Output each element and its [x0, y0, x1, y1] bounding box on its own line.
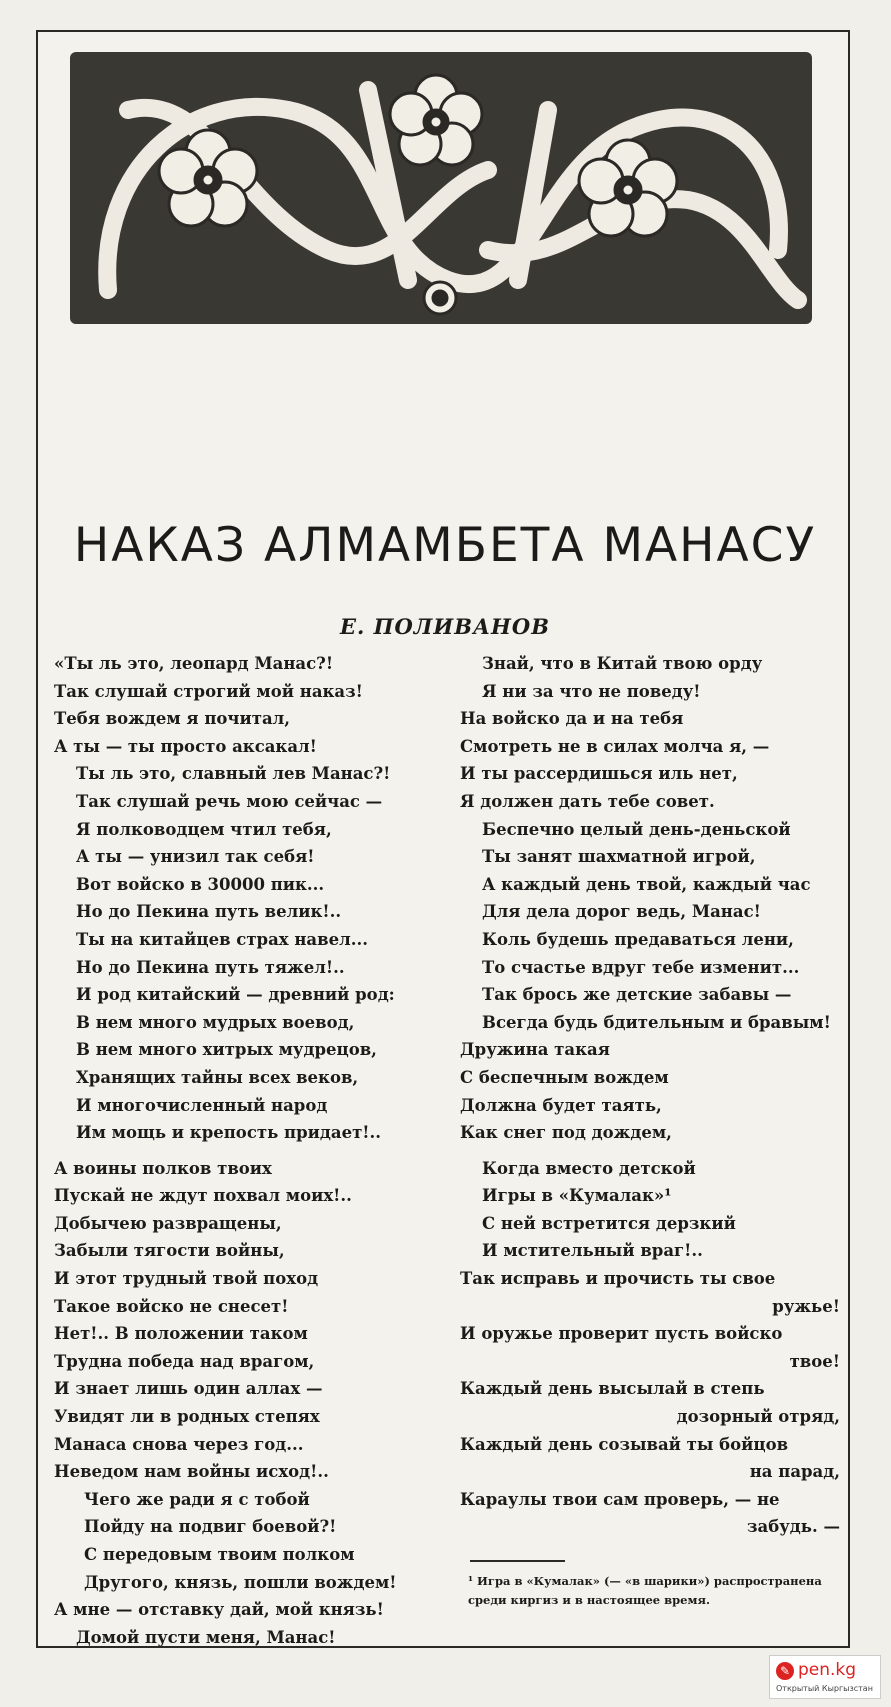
- verse-line: Знай, что в Китай твою орду: [482, 654, 763, 673]
- verse-line: И ты рассердишься иль нет,: [460, 764, 738, 784]
- verse-line: Как снег под дождем,: [460, 1123, 672, 1143]
- watermark-tagline: Открытый Кыргызстан: [776, 1684, 873, 1693]
- verse-line: А ты — ты просто аксакал!: [54, 736, 317, 756]
- watermark-name: pen.kg: [798, 1660, 857, 1680]
- verse-line: И многочисленный народ: [76, 1095, 328, 1115]
- verse-line: Трудна победа над врагом,: [54, 1351, 315, 1371]
- verse-line: И мстительный враг!..: [482, 1241, 703, 1261]
- verse-line: Коль будешь предаваться лени,: [482, 929, 794, 949]
- verse-line: Неведом нам войны исход!..: [54, 1462, 329, 1482]
- verse-line: А мне — отставку дай, мой князь!: [54, 1600, 384, 1620]
- verse-line: на парад,: [749, 1462, 840, 1482]
- verse-line: Пойду на подвиг боевой?!: [84, 1517, 337, 1537]
- floral-ornament-banner: [68, 50, 814, 326]
- verse-line: дозорный отряд,: [676, 1407, 840, 1427]
- verse-line: Такое войско не снесет!: [54, 1296, 289, 1316]
- verse-line: С ней встретится дерзкий: [482, 1213, 736, 1233]
- verse-line: Но до Пекина путь тяжел!..: [76, 957, 345, 977]
- verse-line: А воины полков твоих: [54, 1158, 272, 1178]
- verse-line: А каждый день твой, каждый час: [482, 874, 811, 894]
- verse-line: Я ни за что не поведу!: [482, 681, 701, 701]
- verse-line: Ты на китайцев страх навел...: [76, 929, 368, 949]
- verse-line: Для дела дорог ведь, Манас!: [482, 902, 761, 922]
- footnote-rule: [470, 1560, 565, 1562]
- verse-line: Каждый день высылай в степь: [460, 1379, 765, 1399]
- verse-line: Дружина такая: [460, 1040, 610, 1060]
- verse-line: «Ты ль это, леопард Манас?!: [54, 654, 334, 673]
- verse-line: Домой пусти меня, Манас!: [76, 1627, 336, 1647]
- verse-line: Добычею развращены,: [54, 1213, 282, 1233]
- verse-line: И оружье проверит пусть войско: [460, 1324, 783, 1344]
- verse-line: В нем много мудрых воевод,: [76, 1012, 355, 1032]
- watermark-logo: [769, 1655, 881, 1699]
- verse-line: твое!: [789, 1351, 840, 1371]
- newspaper-page: [36, 30, 850, 1648]
- verse-line: Игры в «Кумалак»¹: [482, 1186, 672, 1206]
- verse-line: С передовым твоим полком: [84, 1545, 355, 1564]
- footnote: ¹ Игра в «Кумалак» (— «в шарики») распространена среди киргиз и в настоящее время.: [468, 1574, 822, 1607]
- verse-line: Пускай не ждут похвал моих!..: [54, 1186, 352, 1206]
- verse-line: Так брось же детские забавы —: [482, 985, 792, 1005]
- verse-line: На войско да и на тебя: [460, 709, 684, 729]
- verse-line: Чего же ради я с тобой: [84, 1489, 310, 1509]
- verse-line: И этот трудный твой поход: [54, 1269, 319, 1289]
- verse-line: Тебя вождем я почитал,: [54, 709, 291, 729]
- verse-line: Ты ль это, славный лев Манас?!: [76, 764, 391, 784]
- verse-line: Так исправь и прочисть ты свое: [460, 1269, 776, 1289]
- verse-line: Им мощь и крепость придает!..: [76, 1123, 382, 1143]
- verse-line: Я полководцем чтил тебя,: [76, 819, 332, 839]
- verse-line: забудь. —: [747, 1517, 840, 1537]
- verse-line: И род китайский — древний род:: [76, 985, 395, 1005]
- poem-title: НАКАЗ АЛМАМБЕТА МАНАСУ: [73, 518, 817, 573]
- verse-line: Манаса снова через год...: [54, 1434, 304, 1454]
- verse-line: Увидят ли в родных степях: [54, 1407, 320, 1427]
- verse-line: А ты — унизил так себя!: [76, 847, 315, 867]
- verse-line: Беспечно целый день-деньской: [482, 819, 791, 839]
- verse-line: Вот войско в 30000 пик...: [76, 874, 325, 894]
- verse-line: Так слушай речь мою сейчас —: [76, 791, 383, 811]
- verse-line: Каждый день созывай ты бойцов: [460, 1434, 789, 1454]
- verse-line: Я должен дать тебе совет.: [460, 791, 715, 811]
- right-column: [460, 650, 848, 1541]
- verse-line: И знает лишь один аллах —: [54, 1379, 323, 1399]
- verse-line: Забыли тягости войны,: [54, 1241, 285, 1261]
- verse-line: Смотреть не в силах молча я, —: [460, 736, 770, 756]
- verse-line: С беспечным вождем: [460, 1067, 669, 1087]
- verse-line: Должна будет таять,: [460, 1095, 662, 1115]
- verse-line: Нет!.. В положении таком: [54, 1324, 308, 1344]
- verse-line: Но до Пекина путь велик!..: [76, 902, 342, 922]
- verse-line: Так слушай строгий мой наказ!: [54, 681, 363, 701]
- verse-line: Другого, князь, пошли вождем!: [84, 1572, 397, 1592]
- verse-line: Когда вместо детской: [482, 1158, 696, 1178]
- verse-line: Ты занят шахматной игрой,: [482, 847, 756, 867]
- verse-line: Караулы твои сам проверь, — не: [460, 1489, 780, 1509]
- verse-line: В нем много хитрых мудрецов,: [76, 1040, 377, 1060]
- author-name: Е. ПОЛИВАНОВ: [340, 614, 550, 639]
- pen-icon: ✎: [776, 1662, 794, 1680]
- left-column: [54, 650, 444, 1648]
- verse-line: Всегда будь бдительным и бравым!: [482, 1012, 831, 1032]
- verse-line: То счастье вдруг тебе изменит...: [482, 957, 800, 977]
- verse-line: ружье!: [772, 1296, 840, 1316]
- verse-line: Хранящих тайны всех веков,: [76, 1067, 359, 1087]
